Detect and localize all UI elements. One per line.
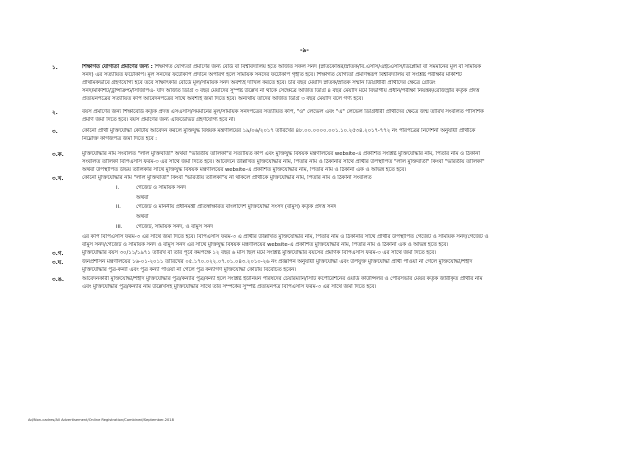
page-number: -৯- xyxy=(300,47,309,54)
paragraph-3g-line-1: মুক্তিযোদ্ধার বয়স ৩০/১১/১৯৭১ তারিখ বা তার পূর্বে কমপক্ষে ১২ বছর ৬ মাস ছিল মর্মে সংশ্লিষ্ট মুক্তিযোদ্ধার বয়সের প্রমাণক বিপিএসসি ফরম-৩ এর সাথে জমা দিতে হবে। xyxy=(82,250,437,256)
or-separator-1: অথবা xyxy=(136,195,149,201)
or-separator-2: অথবা xyxy=(136,214,149,220)
item-number-3kh: ৩.খ. xyxy=(52,176,64,182)
paragraph-3kh-line-2: এর কপি বিপিএসসি ফরম-৩ এর সাথে জমা দিতে হবে। বিপিএসসি ফরম-৩ এ প্রার্থীর উল্লিখিত মুক্তিযোদ্ধার নাম, পিতার নাম ও ঠিকানার সাথে প্রার্থীর উপস্থাপিত গেজেট ও সাময়িক সনদ/গেজেট ও xyxy=(82,234,489,240)
paragraph-1-line-5: প্রত্যয়নপত্রের সত্যায়িত কপি আবেদনপত্রের সাথে অবশ্যই জমা দিতে হবে। অন্যথায় তাদের অর্জিত ডিগ্রি ৩ বছর মেয়াদি বলে গণ্য হবে। xyxy=(82,96,364,102)
paragraph-3-line-1: কোনো প্রার্থী মুক্তিযোদ্ধা কোটায় আবেদন করলে মুক্তিযুদ্ধ বিষয়ক মন্ত্রণালয়ের ১৯/০৬/২০১৭ তারিখের ৪৮.০০.০০০০.০০১.১০.২৫৩৪.২০১৭-৭৭২ নং পরিপত্রের নির্দেশনা অনুযায়ী প্রার্থীকে xyxy=(82,128,476,134)
paragraph-3-line-2: নিম্নোক্ত কাগজপত্র জমা দিতে হবে : xyxy=(82,136,158,142)
item-number-3: ৩. xyxy=(52,129,58,135)
paragraph-1-heading: শিক্ষাগত যোগ্যতা প্রমাণের জন্য : xyxy=(82,64,153,70)
list-item-iii: গেজেট, সাময়িক সনদ, ও বামুস সনদ xyxy=(136,224,214,230)
list-item-i: গেজেট ও সাময়িক সনদ xyxy=(136,185,187,191)
paragraph-1-line-4: সনদ/মার্কশিট/ট্রান্সক্রিপ্ট/সিজিপিএ- যদি অর্জিত ডিগ্রি ৩ বছর মেয়াদের সুস্পষ্ট উল্লেখ না থাকে সেক্ষেত্রে অর্জিত ডিগ্রি ৪ বছর মেয়াদি মর্মে বিভাগীয় প্রধান/পরীক্ষা নিয়ন্ত্রক/রেজিস্ট্রার কর্তৃক প্রদত্ত xyxy=(82,88,480,94)
item-number-2: ২. xyxy=(52,110,58,116)
paragraph-3gh-line-2: মুক্তিযোদ্ধার পুত্র-কন্যা এবং পুত্র কন্যা পাওয়া না গেলে পুত্র কন্যাগণ মুক্তিযোদ্ধা কোটায় বিবেচিত হবেন। xyxy=(82,267,297,273)
paragraph-1-line-1 xyxy=(82,64,608,71)
item-number-1: ১. xyxy=(52,65,58,71)
paragraph-3kh-line-3: বামুস সনদ/গেজেট ও সাময়িক সনদ ও বামুস সনদ এর সাথে মুক্তিযুদ্ধ বিষয়ক মন্ত্রণালয়ের website-এ প্রকাশিত মুক্তিযোদ্ধার নাম, পিতার নাম ও ঠিকানা এক ও অভিন্ন হতে হবে। xyxy=(82,242,449,248)
paragraph-1-line-3: প্রাথমিকভাবে গ্রহণযোগ্য হবে তবে সাক্ষাৎকার বোর্ডে মূল/সাময়িক সনদ অবশ্যই দাখিল করতে হবে। চার বছর মেয়াদি স্নাতক/স্নাতক সম্মান ডিগ্রিধারী প্রার্থীদের ক্ষেত্রে গ্রেডিং xyxy=(82,80,436,86)
list-item-ii: গেজেট ও মাননীয় প্রধানমন্ত্রী প্রতিস্বাক্ষরিত বাংলাদেশ মুক্তিযোদ্ধা সংসদ (বামুস) কর্তৃক প্রদত্ত সনদ xyxy=(136,204,337,210)
item-number-3g: ৩.গ. xyxy=(52,251,64,257)
list-marker-i: i. xyxy=(116,185,120,191)
footer-path: Ad/Non-cadres/All Advertisement/Online Registration/Combined/September-2018 xyxy=(28,418,174,422)
paragraph-2-line-1: বয়স প্রমাণের জন্য শিক্ষাবোর্ড কর্তৃক প্রদত্ত এসএসসি/সমমানের মূল/সাময়িক সনদপত্রের সত্যায়িত কপি, "ও" লেভেল এবং "এ" লেভেল ডিগ্রিধারী প্রার্থীদের ক্ষেত্রে জন্ম তারিখ সংবলিত পাসিশিক xyxy=(82,109,484,115)
item-number-3u: ৩.ঙ. xyxy=(52,277,64,283)
paragraph-2-line-2: প্রমাণ জমা দিতে হবে। বয়স প্রমাণের জন্য এফিডেভিট গ্রহণযোগ্য হবে না। xyxy=(82,117,236,123)
paragraph-1-text: শিক্ষাগত যোগ্যতা প্রমাণের জন্য বোর্ড বা বিশ্ববিদ্যালয় হতে অর্জিত সকল সনদ (স্নাতকোত্তর/স্নাতক/বি.এসসি/এইচএসসি/ডিপ্লোমা বা সমমানের মূল বা সাময়িক xyxy=(154,64,481,70)
list-marker-ii: ii. xyxy=(116,204,121,210)
list-marker-iii: iii. xyxy=(116,224,123,230)
paragraph-3kh-line-1: কোনো মুক্তিযোদ্ধার নাম "লাল মুক্তিবার্তা" কিংবা "ভারতীয় তালিকা"য় না থাকলে প্রার্থীকে মুক্তিযোদ্ধার নাম, পিতার নাম ও ঠিকানা সংবলিত xyxy=(82,175,372,181)
paragraph-3k-line-2: সংবলিত তালিকা বিপিএসসি ফরম-৩ এর সাথে জমা দিতে হবে। আবেদনে উল্লিখিত মুক্তিযোদ্ধার নাম, পিতার নাম ও ঠিকানার সাথে প্রার্থীর উপস্থাপিত "লাল মুক্তিবার্তা" কিংবা "ভারতীয় তালিকা" xyxy=(82,159,485,165)
paragraph-3k-line-1: মুক্তিযোদ্ধার নাম সংবলিত "লাল মুক্তিবার্তা" অথবা "ভারতীয় তালিকা"র সত্যায়িত কপি এবং মুক্তিযুদ্ধ বিষয়ক মন্ত্রণালয়ের website-এ প্রকাশিত সংশ্লিষ্ট মুক্তিযোদ্ধার নাম, পিতার নাম ও ঠিকানা xyxy=(82,151,480,157)
paragraph-3k-line-3: অথবা উপস্থাপিত উভয় তালিকার সাথে মুক্তিযুদ্ধ বিষয়ক মন্ত্রণালয়ের website-এ প্রকাশিত মুক্তিযোদ্ধার নাম, পিতার নাম ও ঠিকানা এক ও অভিন্ন হতে হবে। xyxy=(82,167,407,173)
paragraph-1-line-2: সনদ) এর সত্যায়িত ফটোকপি। মূল সনদের ফটোকপি প্রদানে অপারগ হলে সাময়িক সনদের ফটোকপি গৃহীত হবে। শিক্ষাগত যোগ্যতা প্রমাণস্বরূপ বিশ্ববিদ্যালয় বা সংশ্লিষ্ট পরীক্ষার মার্কশিট xyxy=(82,72,462,78)
item-number-3k: ৩.ক. xyxy=(52,152,64,158)
paragraph-3u-line-2: এবং মুক্তিযোদ্ধার পুত্র/কন্যার নাম উল্লেখসহ মুক্তিযোদ্ধার সাথে তার সম্পর্কের সুস্পষ্ট প্রত্যয়নপত্র বিপিএসসি ফরম-৩ এর সাথে জমা দিতে হবে। xyxy=(82,284,377,290)
item-number-3gh: ৩.ঘ. xyxy=(52,260,64,266)
paragraph-3u-line-1: আবেদনকারী মুক্তিযোদ্ধা/শহীদ মুক্তিযোদ্ধার পুত্র/কন্যার পুত্র/কন্যা হলে সংশ্লিষ্ট ইউনিয়ন পরিষদের চেয়ারম্যান/সিটি কর্পোরেশনের ওয়ার্ড কাউন্সিলর ও পৌরসভার মেয়র কর্তৃক জারীকৃত প্রার্থীর নাম xyxy=(82,276,483,282)
paragraph-3gh-line-1: জনপ্রশাসন মন্ত্রণালয়ের ১৬-০১-২০১১ তারিখের ০৫.১৭০.০২২.০৭.০১.০৪৩.২০১০-২৬ নং প্রজ্ঞাপন অনুযায়ী মুক্তিযোদ্ধা এবং উপযুক্ত মুক্তিযোদ্ধা প্রার্থী পাওয়া না গেলে মুক্তিযোদ্ধা/শহীদ xyxy=(82,259,473,265)
